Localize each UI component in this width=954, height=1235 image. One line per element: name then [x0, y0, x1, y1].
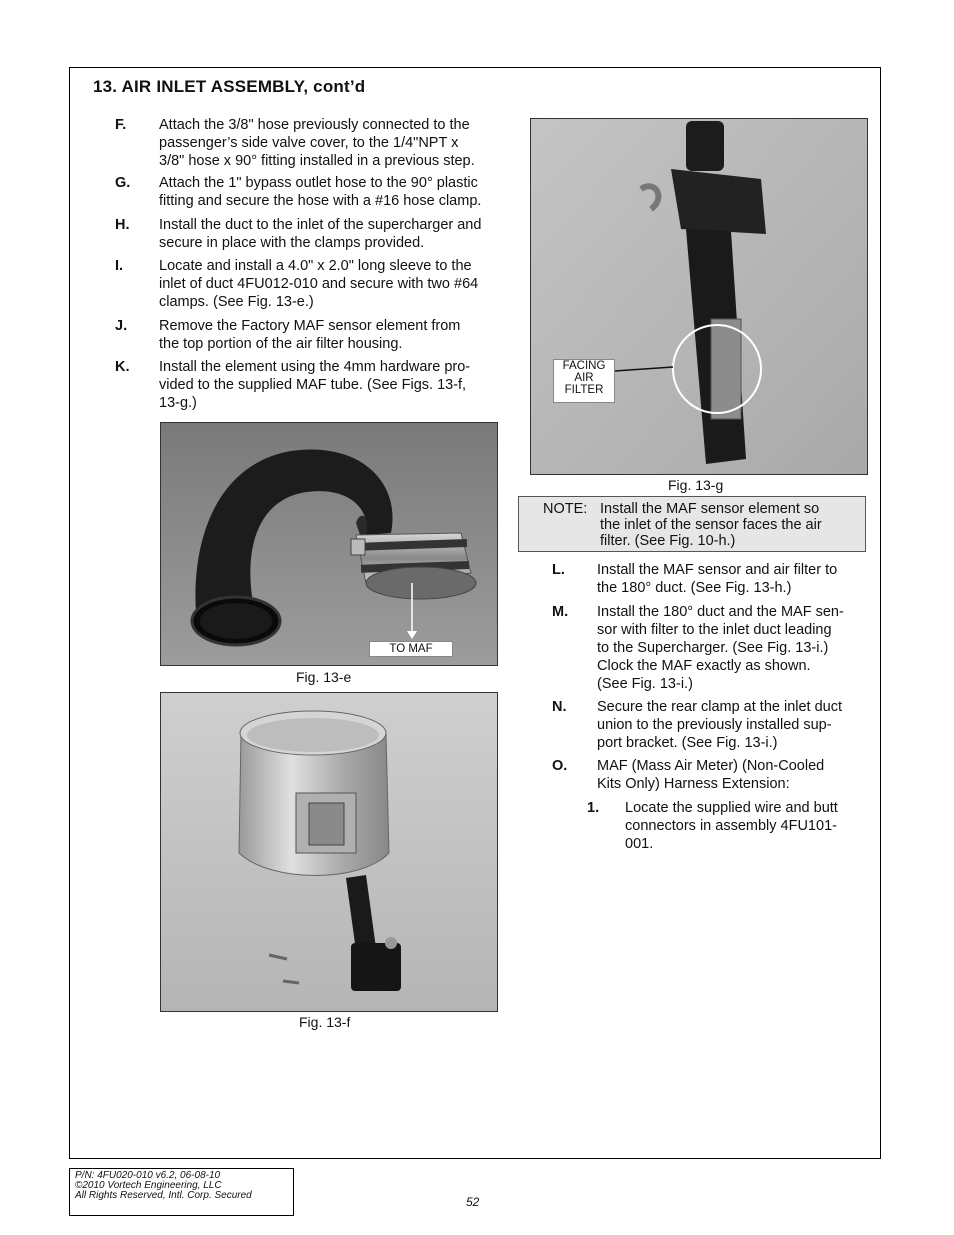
step-letter: O. — [552, 758, 568, 774]
step-line: sor with filter to the inlet duct leading — [597, 622, 832, 638]
tag-line: FILTER — [564, 384, 604, 396]
step-line: connectors in assembly 4FU101- — [625, 818, 837, 834]
substep-number: 1. — [587, 800, 600, 816]
step-letter: N. — [552, 699, 567, 715]
step-j — [115, 317, 515, 353]
note-box — [518, 496, 866, 552]
step-letter: I. — [115, 258, 124, 274]
step-line: Install the MAF sensor and air filter to — [597, 562, 838, 578]
duct-elbow-illustration — [161, 423, 497, 665]
step-letter: H. — [115, 217, 130, 233]
footer-copyright — [69, 1168, 294, 1216]
to-maf-label: TO MAF — [369, 641, 453, 657]
step-letter: F. — [115, 117, 127, 133]
step-line: vided to the supplied MAF tube. (See Figs. 13-f, — [159, 377, 467, 393]
step-g — [115, 174, 515, 210]
fig-13g-photo — [530, 118, 868, 475]
step-i — [115, 257, 515, 311]
fig-13f-caption: Fig. 13-f — [299, 1014, 351, 1030]
step-line: to the Supercharger. (See Fig. 13-i.) — [597, 640, 829, 656]
step-line: port bracket. (See Fig. 13-i.) — [597, 735, 778, 751]
fig-13g-caption: Fig. 13-g — [668, 477, 724, 493]
step-f — [115, 116, 515, 170]
step-m — [552, 603, 872, 693]
step-line: fitting and secure the hose with a #16 hose clamp. — [159, 193, 482, 209]
step-line: Attach the 3/8" hose previously connected to the — [159, 117, 470, 133]
step-letter: L. — [552, 562, 565, 578]
step-line: secure in place with the clamps provided. — [159, 235, 425, 251]
facing-air-filter-label — [553, 359, 615, 403]
step-line: 3/8" hose x 90° fitting installed in a previous step. — [159, 153, 475, 169]
note-line: the inlet of the sensor faces the air — [600, 517, 822, 533]
footer-line: P/N: 4FU020-010 v6.2, 06-08-10 — [75, 1170, 221, 1181]
step-line: union to the previously installed sup- — [597, 717, 832, 733]
step-line: the 180° duct. (See Fig. 13-h.) — [597, 580, 792, 596]
note-line: filter. (See Fig. 10-h.) — [600, 533, 736, 549]
fig-13e-caption: Fig. 13-e — [296, 669, 352, 685]
step-line: Install the 180° duct and the MAF sen- — [597, 604, 844, 620]
step-line: Kits Only) Harness Extension: — [597, 776, 790, 792]
note-label: NOTE: — [543, 501, 588, 517]
maf-tube-illustration — [161, 693, 497, 1011]
step-letter: K. — [115, 359, 130, 375]
step-o — [552, 757, 872, 793]
step-line: Clock the MAF exactly as shown. — [597, 658, 811, 674]
step-line: (See Fig. 13-i.) — [597, 676, 693, 692]
fig-13f-photo — [160, 692, 498, 1012]
step-letter: J. — [115, 318, 128, 334]
step-line: Locate and install a 4.0" x 2.0" long sleeve to the — [159, 258, 472, 274]
step-line: Locate the supplied wire and butt — [625, 800, 838, 816]
note-line: Install the MAF sensor element so — [600, 501, 820, 517]
step-line: passenger’s side valve cover, to the 1/4"NPT x — [159, 135, 459, 151]
step-line: MAF (Mass Air Meter) (Non-Cooled — [597, 758, 825, 774]
step-line: Install the duct to the inlet of the supercharger and — [159, 217, 482, 233]
step-line: Secure the rear clamp at the inlet duct — [597, 699, 843, 715]
fig-13e-photo — [160, 422, 498, 666]
step-h — [115, 216, 515, 252]
step-line: 001. — [625, 836, 654, 852]
footer-line: All Rights Reserved, Intl. Corp. Secured — [75, 1190, 252, 1201]
step-line: clamps. (See Fig. 13-e.) — [159, 294, 314, 310]
maf-sensor-illustration — [531, 119, 867, 474]
step-l — [552, 561, 872, 597]
step-line: Remove the Factory MAF sensor element from — [159, 318, 461, 334]
step-letter: M. — [552, 604, 569, 620]
step-line: Install the element using the 4mm hardware pro- — [159, 359, 471, 375]
step-letter: G. — [115, 175, 131, 191]
substep-1 — [587, 799, 872, 853]
tag-line: FACING — [562, 360, 606, 372]
footer-line: ©2010 Vortech Engineering, LLC — [75, 1180, 222, 1191]
step-line: inlet of duct 4FU012-010 and secure with two #64 — [159, 276, 479, 292]
page-number: 52 — [466, 1195, 480, 1209]
step-line: 13-g.) — [159, 395, 197, 411]
step-k — [115, 358, 515, 412]
step-n — [552, 698, 872, 752]
tag-line: AIR — [574, 372, 594, 384]
step-line: Attach the 1" bypass outlet hose to the 90° plastic — [159, 175, 478, 191]
step-line: the top portion of the air filter housing. — [159, 336, 403, 352]
section-heading: 13. AIR INLET ASSEMBLY, cont’d — [93, 77, 366, 96]
